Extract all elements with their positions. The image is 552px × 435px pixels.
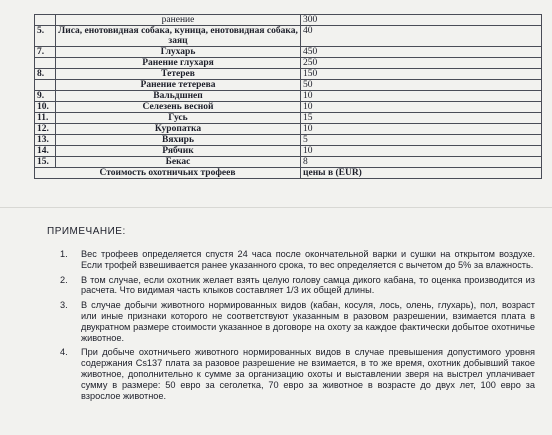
row-price: 10 bbox=[301, 146, 542, 157]
row-number: 7. bbox=[35, 47, 56, 58]
note-text: В случае добычи животного нормированных видов (кабан, косуля, лось, олень, глухарь), пол, возраст или иные признаки которого не соответствуют указанным в разовом разрешении, взимается плата в двукратном размере стоимости указанное в договоре на охоту за каждое фактически добытое охотничье животное. bbox=[81, 300, 535, 343]
row-name: ранение bbox=[56, 15, 301, 26]
row-name: Селезень весной bbox=[56, 102, 301, 113]
row-number: 9. bbox=[35, 91, 56, 102]
row-number: 15. bbox=[35, 157, 56, 168]
row-price: 8 bbox=[301, 157, 542, 168]
note-item bbox=[60, 275, 535, 297]
table-row bbox=[35, 135, 542, 146]
notes-title: ПРИМЕЧАНИЕ: bbox=[47, 226, 126, 237]
table-row bbox=[35, 69, 542, 80]
row-price: 5 bbox=[301, 135, 542, 146]
note-number: 1. bbox=[60, 249, 68, 259]
row-price: 250 bbox=[301, 58, 542, 69]
note-number: 3. bbox=[60, 300, 68, 311]
row-number: 12. bbox=[35, 124, 56, 135]
note-text: В том случае, если охотник желает взять целую голову самца дикого кабана, то оценка производится из расчета. Что видимая часть клыков составляет 1/3 их общей длины. bbox=[81, 274, 535, 296]
row-number bbox=[35, 15, 56, 26]
row-price: 10 bbox=[301, 91, 542, 102]
note-text: Вес трофеев определяется спустя 24 часа после окончательной варки и сушки на открытом воздухе. Если трофей взвешивается ранее указанного срока, то вес определяется с вычетом до 5% за влажность. bbox=[81, 249, 535, 270]
table-row bbox=[35, 146, 542, 157]
currency-note: цены в (EUR) bbox=[301, 168, 542, 179]
row-number: 13. bbox=[35, 135, 56, 146]
row-number: 10. bbox=[35, 102, 56, 113]
note-item bbox=[60, 249, 535, 271]
table-row bbox=[35, 124, 542, 135]
row-name: Ранение глухаря bbox=[56, 58, 301, 69]
table-row bbox=[35, 80, 542, 91]
row-number: 11. bbox=[35, 113, 56, 124]
trophy-price-table bbox=[34, 14, 542, 179]
note-item bbox=[60, 347, 535, 401]
row-price: 40 bbox=[301, 26, 542, 47]
row-number: 14. bbox=[35, 146, 56, 157]
row-name: Рябчик bbox=[56, 146, 301, 157]
table-row bbox=[35, 58, 542, 69]
row-name: Бекас bbox=[56, 157, 301, 168]
row-name: Куропатка bbox=[56, 124, 301, 135]
notes-list bbox=[60, 249, 535, 405]
table-row bbox=[35, 91, 542, 102]
row-number: 8. bbox=[35, 69, 56, 80]
table-row bbox=[35, 26, 542, 47]
row-number: 5. bbox=[35, 26, 56, 47]
row-price: 10 bbox=[301, 102, 542, 113]
row-number bbox=[35, 80, 56, 91]
row-price: 15 bbox=[301, 113, 542, 124]
table-row bbox=[35, 113, 542, 124]
row-price: 300 bbox=[301, 15, 542, 26]
row-price: 50 bbox=[301, 80, 542, 91]
row-price: 150 bbox=[301, 69, 542, 80]
note-text: При добыче охотничьего животного нормированных видов в случае превышения допустимого уровня содержания Cs137 плата за разовое разрешение не взимается, в то же время, охотник добывший такое животное, дополнительно к сумме за организацию охоты и выставлении зверя на выстрел уплачивает сумму в размере: 50 евро за сеголетка, 70 евро за животное в возрасте до двух лет, 100 евро за взрослое животное. bbox=[81, 347, 535, 401]
row-name: Ранение тетерева bbox=[56, 80, 301, 91]
total-label: Стоимость охотничьих трофеев bbox=[35, 168, 301, 179]
table-row bbox=[35, 15, 542, 26]
row-name: Вяхирь bbox=[56, 135, 301, 146]
note-number: 2. bbox=[60, 274, 68, 285]
row-name: Глухарь bbox=[56, 47, 301, 58]
table-row bbox=[35, 102, 542, 113]
table-total-row bbox=[35, 168, 542, 179]
row-price: 10 bbox=[301, 124, 542, 135]
row-name: Лиса, енотовидная собака, куница, енотовидная собака, заяц bbox=[56, 26, 301, 47]
note-number: 4. bbox=[60, 347, 68, 358]
table-row bbox=[35, 47, 542, 58]
row-price: 450 bbox=[301, 47, 542, 58]
row-name: Тетерев bbox=[56, 69, 301, 80]
table-row bbox=[35, 157, 542, 168]
row-name: Вальдшнеп bbox=[56, 91, 301, 102]
row-name: Гусь bbox=[56, 113, 301, 124]
note-item bbox=[60, 300, 535, 343]
row-number bbox=[35, 58, 56, 69]
scan-artifact bbox=[0, 207, 552, 208]
